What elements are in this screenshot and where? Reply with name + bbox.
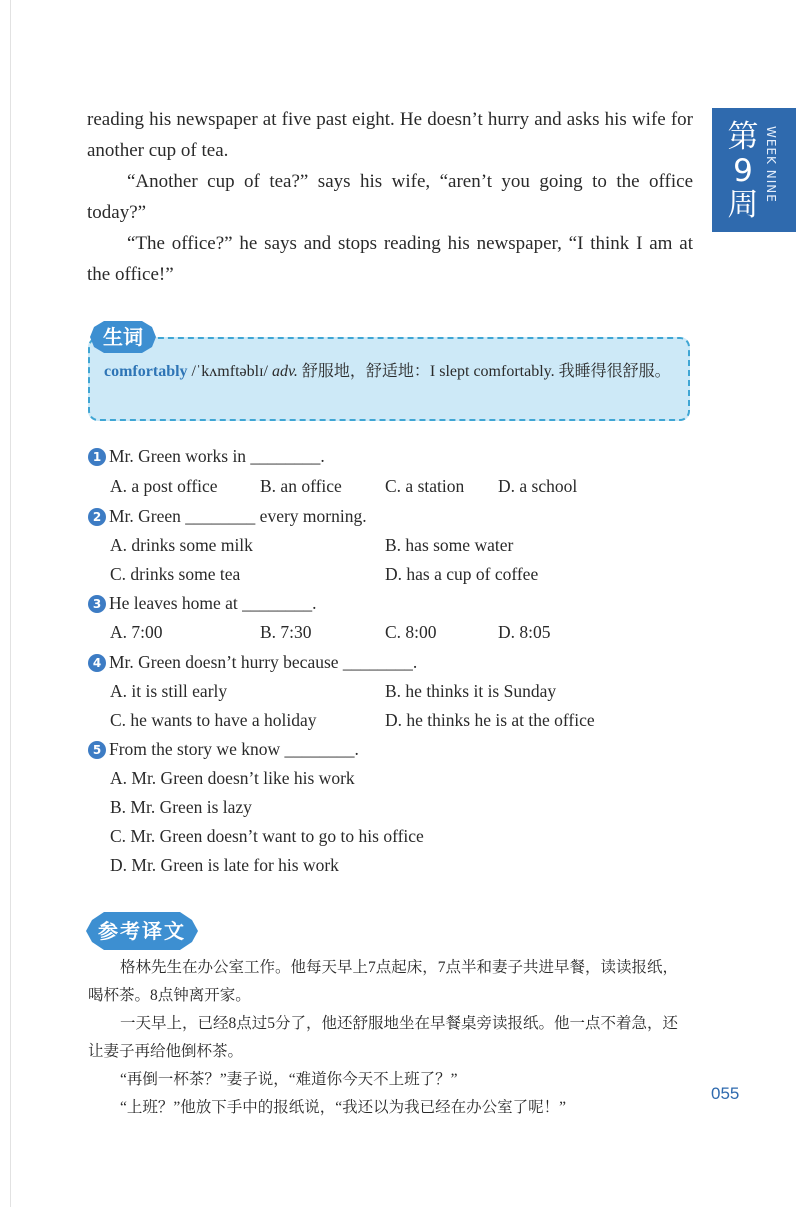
question-text: From the story we know ________. xyxy=(109,739,359,759)
story-text xyxy=(87,104,693,290)
question-5 xyxy=(88,737,359,761)
translation-paragraph: 一天早上，已经8点过5分了，他还舒服地坐在早餐桌旁读报纸。他一点不着急，还让妻子再给他倒杯茶。 xyxy=(88,1015,679,1060)
option: D. he thinks he is at the office xyxy=(385,710,595,730)
page-edge xyxy=(10,0,11,1207)
translation-tag xyxy=(86,912,198,950)
week-tab-english: WEEK NINE xyxy=(764,126,778,203)
translation-paragraph: “再倒一杯茶？”妻子说，“难道你今天不上班了？” xyxy=(120,1071,458,1088)
option: A. drinks some milk xyxy=(110,535,253,555)
question-4 xyxy=(88,650,417,674)
option: C. drinks some tea xyxy=(110,564,241,584)
question-text: Mr. Green ________ every morning. xyxy=(109,506,367,526)
question-text: He leaves home at ________. xyxy=(109,593,317,613)
translation-text xyxy=(88,954,692,1122)
option: A. Mr. Green doesn’t like his work xyxy=(110,768,355,788)
week-tab xyxy=(712,108,796,232)
option: D. has a cup of coffee xyxy=(385,564,539,584)
option: D. a school xyxy=(498,476,578,496)
story-paragraph: “The office?” he says and stops reading his newspaper, “I think I am at the office!” xyxy=(87,233,693,285)
option: B. he thinks it is Sunday xyxy=(385,681,557,701)
option: A. 7:00 xyxy=(110,622,163,642)
question-3 xyxy=(88,591,317,615)
option: C. a station xyxy=(385,476,465,496)
page-number: 055 xyxy=(711,1084,740,1103)
question-text: Mr. Green works in ________. xyxy=(109,446,325,466)
question-number-badge: 5 xyxy=(88,741,106,759)
option: B. 7:30 xyxy=(260,622,312,642)
story-paragraph: reading his newspaper at five past eight. He doesn’t hurry and asks his wife for another cup of tea. xyxy=(87,109,693,161)
story-paragraph: “Another cup of tea?” says his wife, “aren’t you going to the office today?” xyxy=(87,171,693,223)
question-1 xyxy=(88,444,325,468)
vocab-part-of-speech: adv. xyxy=(271,363,298,380)
option: C. Mr. Green doesn’t want to go to his office xyxy=(110,826,424,846)
question-2 xyxy=(88,504,367,528)
question-number-badge: 2 xyxy=(88,508,106,526)
option: B. has some water xyxy=(385,535,514,555)
option: B. an office xyxy=(260,476,342,496)
option: C. he wants to have a holiday xyxy=(110,710,317,730)
option: B. Mr. Green is lazy xyxy=(110,797,252,817)
question-text: Mr. Green doesn’t hurry because ________. xyxy=(109,652,418,672)
option: A. it is still early xyxy=(110,681,228,701)
vocab-definition: 舒服地，舒适地：I slept comfortably. 我睡得很舒服。 xyxy=(301,363,671,380)
vocab-phonetic: /ˈkʌmftəblɪ/ xyxy=(191,363,268,380)
week-tab-chinese: 第9周 xyxy=(727,119,759,223)
vocab-tag-label: 生词 xyxy=(103,325,143,349)
option: D. Mr. Green is late for his work xyxy=(110,855,339,875)
option: A. a post office xyxy=(110,476,218,496)
translation-paragraph: 格林先生在办公室工作。他每天早上7点起床，7点半和妻子共进早餐，读读报纸，喝杯茶。8点钟离开家。 xyxy=(88,959,679,1004)
translation-tag-label: 参考译文 xyxy=(98,919,186,943)
option: D. 8:05 xyxy=(498,622,551,642)
vocab-entry xyxy=(104,357,676,386)
question-number-badge: 1 xyxy=(88,448,106,466)
vocab-tag xyxy=(90,321,156,353)
question-number-badge: 4 xyxy=(88,654,106,672)
option: C. 8:00 xyxy=(385,622,437,642)
translation-paragraph: “上班？”他放下手中的报纸说，“我还以为我已经在办公室了呢！” xyxy=(120,1099,567,1116)
question-number-badge: 3 xyxy=(88,595,106,613)
vocab-word: comfortably xyxy=(104,363,188,380)
